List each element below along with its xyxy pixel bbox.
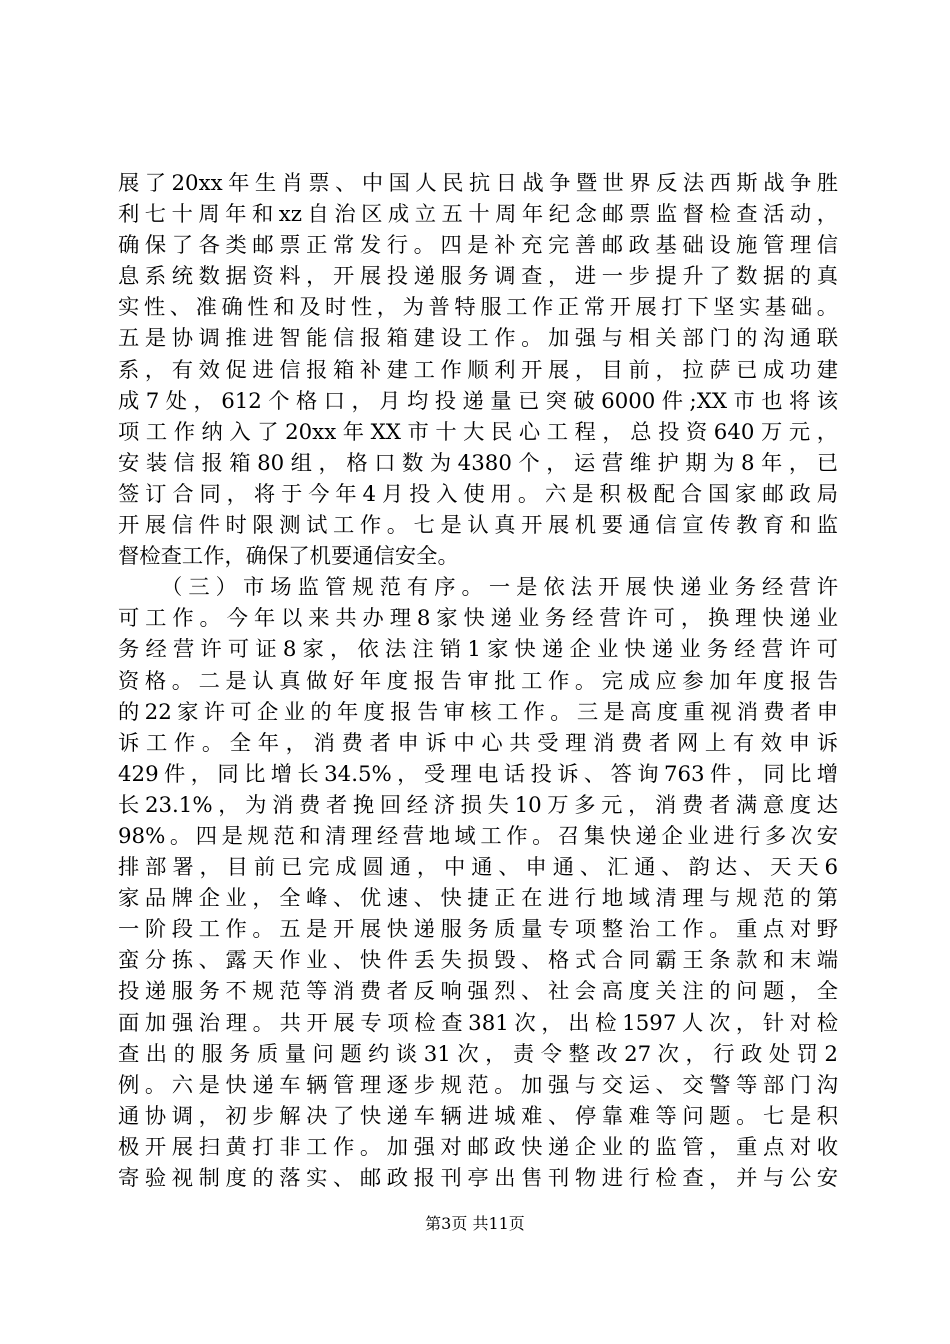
text-line: 签订合同，将于今年4月投入使用。六是积极配合国家邮政局 <box>118 481 838 507</box>
text-line: 查出的服务质量问题约谈31次，责令整改27次，行政处罚2 <box>118 1041 838 1067</box>
text-line: 投递服务不规范等消费者反响强烈、社会高度关注的问题，全 <box>118 979 838 1005</box>
text-line: 开展信件时限测试工作。七是认真开展机要通信宣传教育和监 <box>118 513 838 539</box>
section-heading-line: （三）市场监管规范有序。一是依法开展快递业务经营许 <box>161 575 838 601</box>
text-line: 可工作。今年以来共办理8家快递业务经营许可，换理快递业 <box>118 606 838 632</box>
text-line: 五是协调推进智能信报箱建设工作。加强与相关部门的沟通联 <box>118 326 838 352</box>
text-line: 面加强治理。共开展专项检查381次，出检1597人次，针对检 <box>118 1010 838 1036</box>
text-line: 的22家许可企业的年度报告审核工作。三是高度重视消费者申 <box>118 699 838 725</box>
body-text <box>118 168 838 1194</box>
text-line: 成7处，612个格口，月均投递量已突破6000件;XX市也将该 <box>118 388 838 414</box>
text-line: 长23.1%，为消费者挽回经济损失10万多元，消费者满意度达 <box>118 792 838 818</box>
text-line: 诉工作。全年，消费者申诉中心共受理消费者网上有效申诉 <box>118 730 838 756</box>
text-line: 排部署，目前已完成圆通，中通、申通、汇通、韵达、天天6 <box>118 855 838 881</box>
text-line: 资格。二是认真做好年度报告审批工作。完成应参加年度报告 <box>118 668 838 694</box>
text-line: 通协调，初步解决了快递车辆进城难、停靠难等问题。七是积 <box>118 1103 838 1129</box>
text-line: 寄验视制度的落实、邮政报刊亭出售刊物进行检查，并与公安 <box>118 1166 838 1191</box>
text-line: 蛮分拣、露天作业、快件丢失损毁、格式合同霸王条款和末端 <box>118 948 838 974</box>
text-line: 系，有效促进信报箱补建工作顺利开展，目前，拉萨已成功建 <box>118 357 838 383</box>
text-line: 一阶段工作。五是开展快递服务质量专项整治工作。重点对野 <box>118 917 838 943</box>
text-line: 督检查工作，确保了机要通信安全。 <box>118 544 459 570</box>
page-number-footer: 第3页 共11页 <box>425 1214 525 1233</box>
text-line: 家品牌企业，全峰、优速、快捷正在进行地域清理与规范的第 <box>118 886 838 912</box>
text-line: 429件，同比增长34.5%，受理电话投诉、答询763件，同比增 <box>118 761 838 787</box>
text-line: 务经营许可证8家，依法注销1家快递企业快递业务经营许可 <box>118 637 838 663</box>
text-line: 实性、准确性和及时性，为普特服工作正常开展打下坚实基础。 <box>118 295 838 321</box>
text-line: 98%。四是规范和清理经营地域工作。召集快递企业进行多次安 <box>118 823 838 849</box>
text-line: 例。六是快递车辆管理逐步规范。加强与交运、交警等部门沟 <box>118 1072 838 1098</box>
text-line: 利七十周年和xz自治区成立五十周年纪念邮票监督检查活动， <box>118 202 838 228</box>
text-line: 展了20xx年生肖票、中国人民抗日战争暨世界反法西斯战争胜 <box>118 171 838 196</box>
text-line: 安装信报箱80组，格口数为4380个，运营维护期为8年，已 <box>118 450 838 476</box>
text-line: 确保了各类邮票正常发行。四是补充完善邮政基础设施管理信 <box>118 233 838 259</box>
text-line: 息系统数据资料，开展投递服务调查，进一步提升了数据的真 <box>118 264 838 290</box>
text-line: 项工作纳入了20xx年XX市十大民心工程，总投资640万元， <box>118 419 838 445</box>
text-line: 极开展扫黄打非工作。加强对邮政快递企业的监管，重点对收 <box>118 1134 838 1160</box>
